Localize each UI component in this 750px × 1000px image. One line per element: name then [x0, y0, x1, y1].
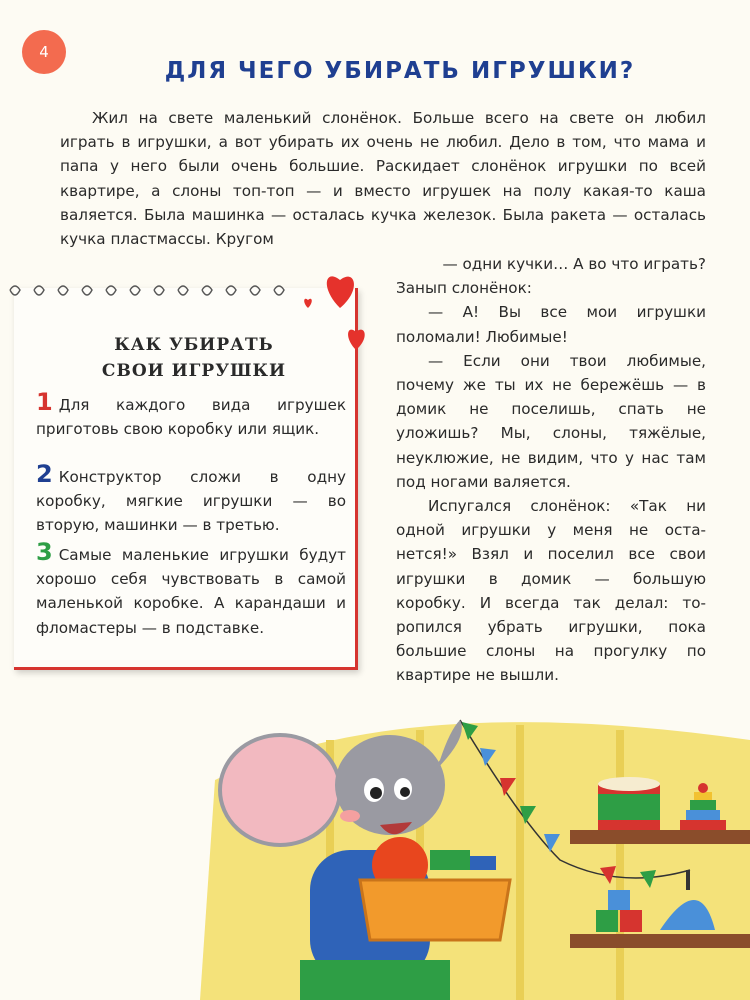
tip-item [36, 462, 346, 538]
story-paragraph: — А! Вы все мои игрушки поломали! Любимые! [396, 303, 706, 346]
story-intro [60, 106, 706, 251]
story-continuation [396, 252, 706, 688]
tip-item [36, 390, 346, 441]
tip-number: 2 [36, 460, 53, 488]
tip-text: Для каждого вида игрушек приготовь свою коробку или ящик. [36, 396, 346, 439]
tip-item [36, 540, 346, 640]
story-paragraph: — одни кучки… А во что играть? [442, 255, 706, 273]
story-paragraph: Жил на свете маленький слонёнок. Больше всего на свете он любил играть в игрушки, а вот убирать их очень не любил. Дело в том, что мама и папа у него были очень большие. Раскидает слонёнок игрушки по всей квартире, а слоны топ-топ — и вместо игрушек на полу какая-то каша валяется. Была машинка — осталась кучка железок. Была ракета — осталась кучка пластмассы. Кругом [60, 109, 706, 249]
tip-number: 1 [36, 388, 53, 416]
tips-heading [54, 332, 334, 384]
tip-text: Самые маленькие игрушки будут хорошо себя чувствовать в самой маленькой коробке. А карандаши и фломастеры — в подставке. [36, 546, 346, 637]
story-paragraph: Испугался слонёнок: «Так ни одной игрушки у меня не оста-нется!» Взял и поселил все свои игрушки в домик — большую коробку. И всегда так делал: то-ропился убрать игрушки, пока большие слоны на прогулку по квартире не вышли. [396, 497, 706, 685]
story-paragraph: Занып слонёнок: [396, 279, 532, 298]
page-title: ДЛЯ ЧЕГО УБИРАТЬ ИГРУШКИ? [164, 58, 636, 84]
tip-number: 3 [36, 538, 53, 566]
hearts-icon [300, 258, 380, 358]
tips-heading-line1: КАК УБИРАТЬ [114, 335, 274, 355]
drum-icon [598, 777, 660, 830]
tip-text: Конструктор сложи в одну коробку, мягкие игрушки — во вторую, машинки — в третью. [36, 468, 346, 535]
story-paragraph: — Если они твои любимые, почему же ты их не бережёшь — в домик не поселишь, спать не уложишь? Мы, слоны, тяжёлые, неуклюжие, не видим, что у нас там под ногами валяется. [396, 351, 706, 491]
page-number-badge: 4 [22, 30, 66, 74]
elephant-illustration [0, 700, 750, 1000]
tips-heading-line2: СВОИ ИГРУШКИ [101, 361, 287, 381]
